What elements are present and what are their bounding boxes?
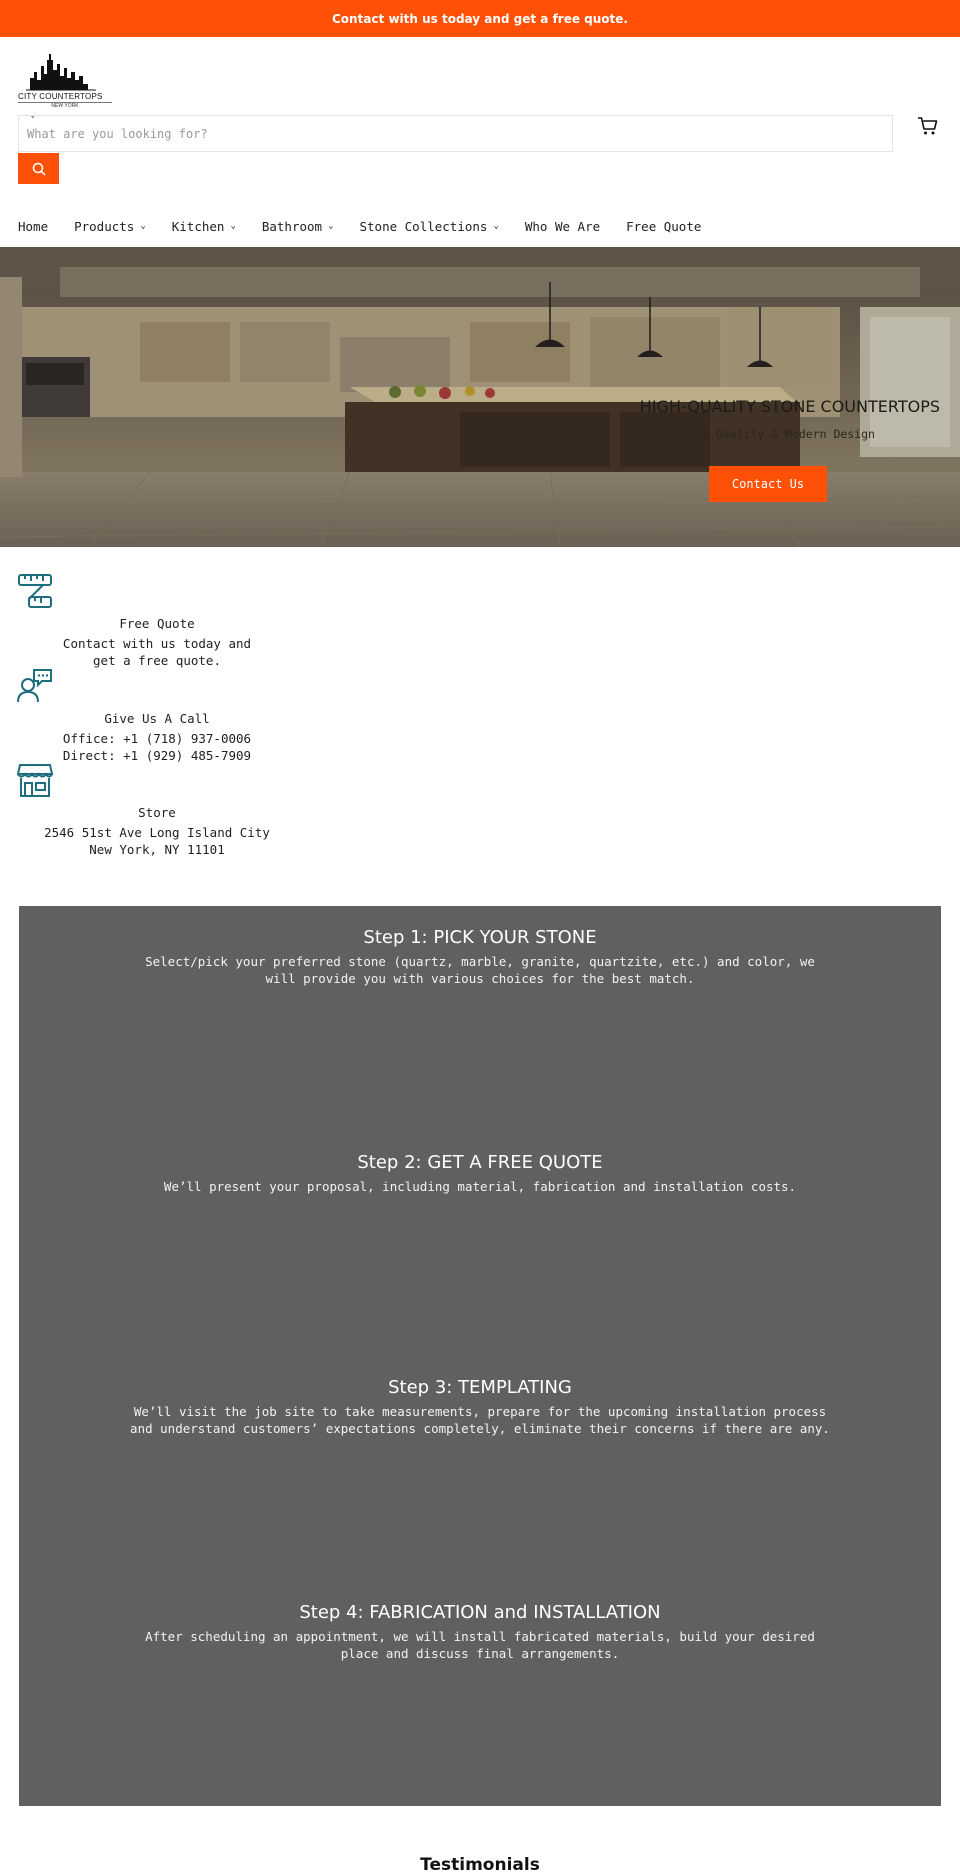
announcement-text: Contact with us today and get a free quote. (331, 11, 628, 26)
chevron-down-icon: ⌄ (493, 221, 499, 231)
step-3-title: Step 3: TEMPLATING (388, 1377, 572, 1398)
free-quote-title: Free Quote (119, 616, 195, 631)
call-office[interactable]: Office: +1 (718) 937-0006 (62, 731, 252, 746)
search-icon (32, 162, 46, 176)
main-nav (18, 216, 727, 236)
step-2-title: Step 2: GET A FREE QUOTE (357, 1152, 603, 1173)
search-button[interactable] (18, 153, 59, 184)
step-4-desc: After scheduling an appointment, we will install fabricated materials, build your desired (145, 1629, 815, 1644)
step-1-desc: will provide you with various choices for the best match. (265, 971, 695, 986)
nav-label: Bathroom (261, 218, 323, 234)
cart-icon[interactable] (917, 115, 939, 137)
step-3-desc: and understand customers’ expectations completely, eliminate their concerns if there are any. (130, 1421, 830, 1436)
free-quote-line: Contact with us today and (62, 636, 252, 651)
chevron-down-icon: ⌄ (230, 221, 236, 231)
chevron-down-icon: ⌄ (328, 221, 334, 231)
nav-item-home[interactable] (18, 219, 48, 234)
step-3-desc: We’ll visit the job site to take measurements, prepare for the upcoming installation process (133, 1404, 827, 1419)
site-logo[interactable] (18, 52, 112, 118)
nav-item-stone-collections[interactable] (360, 219, 499, 234)
nav-label: Products (74, 218, 135, 234)
nav-item-kitchen[interactable] (172, 219, 236, 234)
store-title: Store (138, 805, 176, 820)
store-address-line: 2546 51st Ave Long Island City (44, 825, 270, 840)
contact-us-label: Contact Us (731, 477, 805, 491)
ruler-icon (17, 573, 53, 609)
step-4-title: Step 4: FABRICATION and INSTALLATION (299, 1602, 661, 1623)
testimonials-title: Testimonials (420, 1855, 540, 1875)
nav-label: Stone Collections (359, 218, 488, 234)
store-icon (17, 762, 53, 798)
call-title: Give Us A Call (104, 711, 210, 726)
hero-title: HIGH-QUALITY STONE COUNTERTOPS (639, 397, 940, 416)
nav-label: Who We Are (524, 218, 601, 234)
nav-label: Kitchen (171, 218, 225, 234)
hero-subtitle: Best Quality & Modern Design (681, 427, 875, 441)
logo-name: CITY COUNTERTOPS (18, 92, 112, 103)
step-4-desc: place and discuss final arrangements. (340, 1646, 620, 1661)
support-chat-icon (17, 668, 53, 704)
search-placeholder: What are you looking for? (27, 126, 208, 141)
nav-label: Home (18, 218, 49, 234)
nav-label: Free Quote (626, 218, 702, 234)
nav-item-free-quote[interactable] (626, 219, 701, 234)
step-1-title: Step 1: PICK YOUR STONE (363, 927, 597, 948)
chevron-down-icon: ⌄ (140, 221, 146, 231)
free-quote-line: get a free quote. (93, 653, 221, 668)
chevron-down-icon[interactable]: ⌄ (30, 110, 36, 120)
nav-item-who-we-are[interactable] (525, 219, 600, 234)
skyline-logo-icon (18, 52, 112, 92)
nav-item-products[interactable] (74, 219, 146, 234)
step-2-desc: We’ll present your proposal, including material, fabrication and installation costs. (163, 1179, 797, 1194)
call-direct[interactable]: Direct: +1 (929) 485-7909 (62, 748, 252, 763)
contact-us-button[interactable] (709, 466, 827, 502)
logo-subtitle: NEW YORK (51, 103, 79, 109)
search-input[interactable] (18, 115, 893, 152)
nav-item-bathroom[interactable] (262, 219, 334, 234)
steps-section (19, 906, 941, 1806)
announcement-bar[interactable] (0, 0, 960, 37)
step-1-desc: Select/pick your preferred stone (quartz, marble, granite, quartzite, etc.) and color, we (145, 954, 815, 969)
store-address-line: New York, NY 11101 (89, 842, 225, 857)
